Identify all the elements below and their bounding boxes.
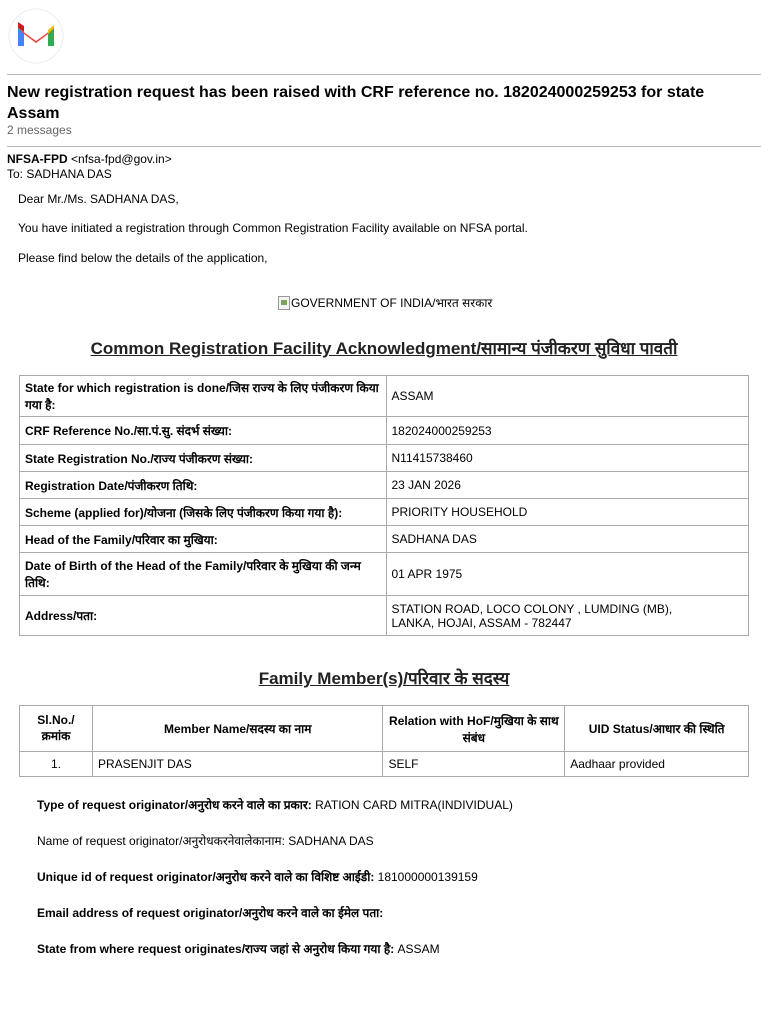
- originator-state-value: ASSAM: [394, 942, 440, 956]
- originator-state: [37, 940, 440, 957]
- column-header: Sl.No./ क्रमांक: [20, 706, 93, 752]
- table-row: [20, 526, 749, 553]
- detail-label: Head of the Family/परिवार का मुखिया:: [20, 526, 387, 553]
- ack-heading: Common Registration Facility Acknowledgment/सामान्य पंजीकरण सुविधा पावती: [90, 339, 678, 358]
- address-line-1: STATION ROAD, LOCO COLONY , LUMDING (MB),: [391, 601, 673, 616]
- table-row: [20, 499, 749, 526]
- detail-label: State for which registration is done/जिस राज्य के लिए पंजीकरण किया गया है:: [20, 376, 387, 417]
- header-divider: [7, 74, 761, 75]
- member-sl: 1.: [20, 752, 93, 777]
- sender: [7, 152, 172, 166]
- table-header-row: [20, 706, 749, 752]
- greeting: Dear Mr./Ms. SADHANA DAS,: [18, 192, 179, 206]
- member-name: PRASENJIT DAS: [92, 752, 383, 777]
- originator-uid-label: Unique id of request originator/अनुरोध करने वाले का विशिष्ट आईडी:: [37, 870, 375, 884]
- gov-image: [278, 294, 492, 311]
- member-relation: SELF: [383, 752, 565, 777]
- family-table: [19, 705, 749, 777]
- detail-value: 182024000259253: [386, 417, 749, 445]
- address-line-2: LANKA, HOJAI, ASSAM - 782447: [391, 615, 572, 630]
- originator-type: [37, 796, 513, 813]
- column-header: UID Status/आधार की स्थिति: [565, 706, 749, 752]
- email-subject: New registration request has been raised with CRF reference no. 182024000259253 for state Assam: [7, 84, 705, 122]
- table-row: [20, 752, 749, 777]
- detail-value: 23 JAN 2026: [386, 472, 749, 499]
- table-row: [20, 553, 749, 596]
- originator-type-label: Type of request originator/अनुरोध करने वाले का प्रकार:: [37, 798, 312, 812]
- originator-name: Name of request originator/अनुरोधकरनेवालेकानाम: SADHANA DAS: [37, 834, 374, 848]
- originator-email-label: Email address of request originator/अनुरोध करने वाले का ईमेल पता:: [37, 906, 384, 920]
- member-uid-status: Aadhaar provided: [565, 752, 749, 777]
- detail-label: CRF Reference No./सा.पं.सु. संदर्भ संख्या:: [20, 417, 387, 445]
- detail-label: Registration Date/पंजीकरण तिथि:: [20, 472, 387, 499]
- detail-value: PRIORITY HOUSEHOLD: [386, 499, 749, 526]
- detail-value: 01 APR 1975: [386, 553, 749, 596]
- details-table: [19, 375, 749, 636]
- table-row: [20, 445, 749, 472]
- detail-label: Date of Birth of the Head of the Family/परिवार के मुखिया की जन्म तिथि:: [20, 553, 387, 596]
- family-heading: Family Member(s)/परिवार के सदस्य: [258, 669, 510, 688]
- detail-value: SADHANA DAS: [386, 526, 749, 553]
- table-row: [20, 472, 749, 499]
- originator-state-label: State from where request originates/राज्य जहां से अनुरोध किया गया है:: [37, 942, 395, 956]
- table-row: [20, 417, 749, 445]
- detail-label: Address/पता:: [20, 596, 387, 636]
- detail-label: Scheme (applied for)/योजना (जिसके लिए पंजीकरण किया गया है):: [20, 499, 387, 526]
- message-count: 2 messages: [7, 123, 72, 137]
- sender-name: NFSA-FPD: [7, 152, 68, 166]
- originator-type-value: RATION CARD MITRA(INDIVIDUAL): [311, 798, 513, 812]
- details-line: Please find below the details of the application,: [18, 251, 268, 265]
- detail-label: State Registration No./राज्य पंजीकरण संख्या:: [20, 445, 387, 472]
- subject-divider: [7, 146, 761, 147]
- detail-value: ASSAM: [386, 376, 749, 417]
- gov-image-alt: GOVERNMENT OF INDIA/भारत सरकार: [291, 296, 493, 310]
- gmail-logo-icon: [8, 8, 64, 64]
- detail-value: N11415738460: [386, 445, 749, 472]
- column-header: Member Name/सदस्य का नाम: [92, 706, 383, 752]
- originator-email: [37, 904, 383, 921]
- originator-uid: [37, 868, 478, 885]
- table-row: [20, 376, 749, 417]
- recipient: To: SADHANA DAS: [7, 167, 112, 181]
- detail-value-address: [386, 596, 749, 636]
- table-row: [20, 596, 749, 636]
- sender-email[interactable]: <nfsa-fpd@gov.in>: [71, 152, 172, 166]
- originator-uid-value: 181000000139159: [374, 870, 478, 884]
- intro-line: You have initiated a registration through Common Registration Facility available on NFSA portal.: [18, 221, 528, 235]
- column-header: Relation with HoF/मुखिया के साथ संबंध: [383, 706, 565, 752]
- broken-image-icon: [278, 296, 290, 310]
